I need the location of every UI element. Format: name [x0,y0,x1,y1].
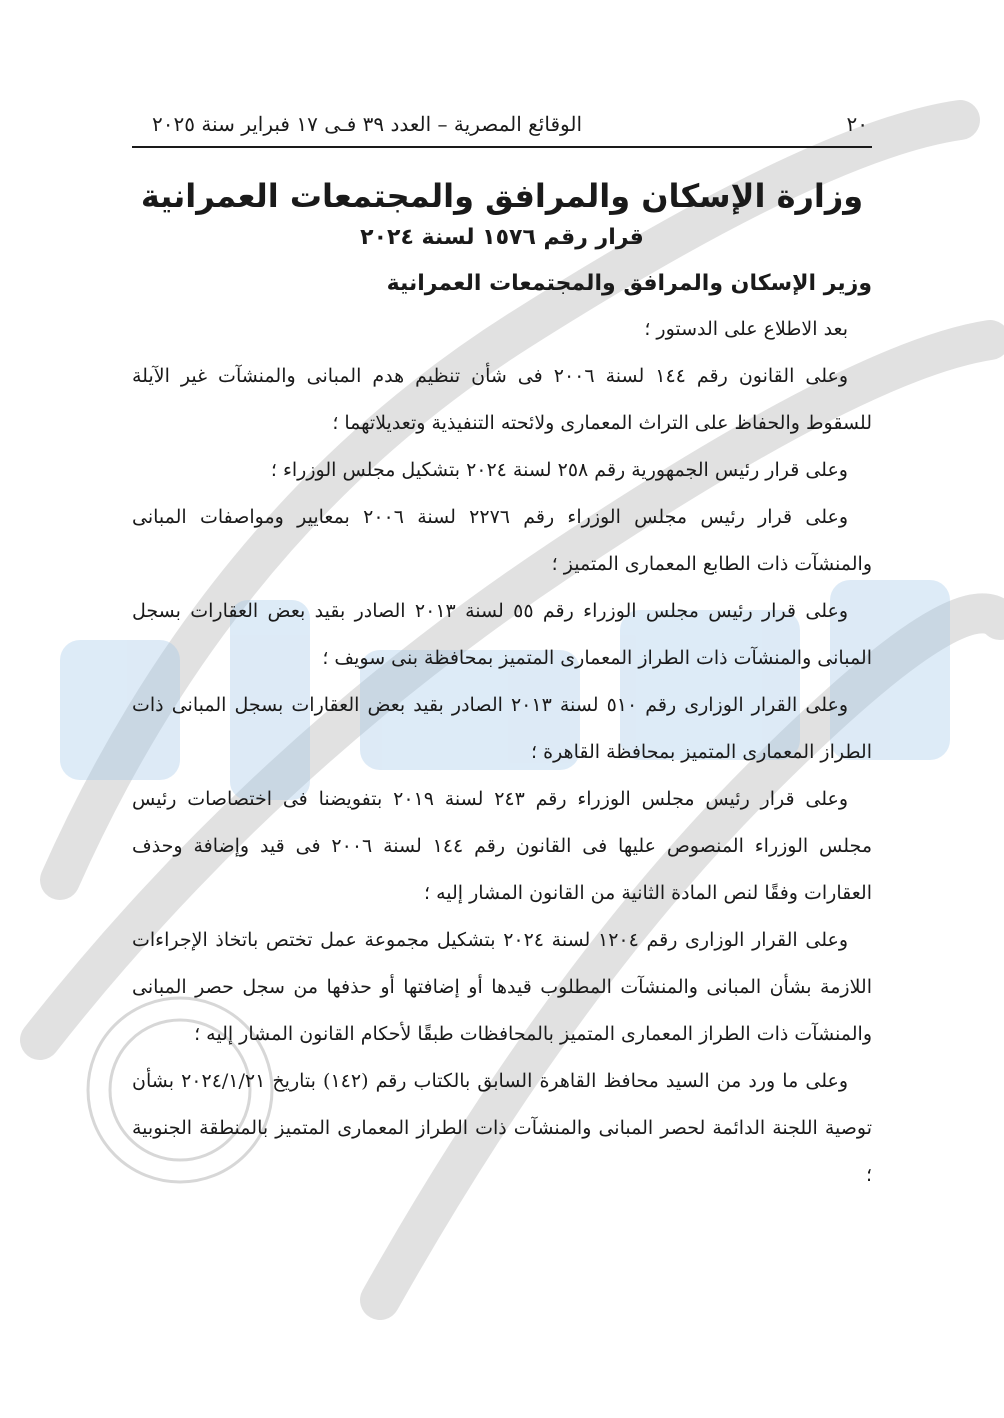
preamble-paragraph: وعلى القرار الوزارى رقم ٥١٠ لسنة ٢٠١٣ الصادر بقيد بعض العقارات بسجل المبانى ذات الطراز المعمارى المتميز بمحافظة القاهرة ؛ [132,694,872,763]
preamble-paragraph: وعلى ما ورد من السيد محافظ القاهرة السابق بالكتاب رقم (١٤٢) بتاريخ ٢٠٢٤/١/٢١ بشأن توصية اللجنة الدائمة لحصر المبانى والمنشآت ذات الطراز المعمارى المتميز بالمنطقة الجنوبية ؛ [132,1070,872,1186]
decree-title: قرار رقم ١٥٧٦ لسنة ٢٠٢٤ [360,225,644,250]
decree-body [132,306,872,1199]
page-number: ٢٠ [846,112,868,136]
document-page [132,112,872,1199]
running-header [132,112,872,148]
ministry-title: وزارة الإسكان والمرافق والمجتمعات العمرانية [140,177,864,215]
preamble-paragraph: وعلى قرار رئيس مجلس الوزراء رقم ٥٥ لسنة ٢٠١٣ الصادر بقيد بعض العقارات بسجل المبانى والمنشآت ذات الطراز المعمارى المتميز بمحافظة بنى سويف ؛ [132,600,872,669]
preamble-paragraph: وعلى قرار رئيس مجلس الوزراء رقم ٢٢٧٦ لسنة ٢٠٠٦ بمعايير ومواصفات المبانى والمنشآت ذات الطابع المعمارى المتميز ؛ [132,506,872,575]
preamble-paragraph: وعلى قرار رئيس مجلس الوزراء رقم ٢٤٣ لسنة ٢٠١٩ بتفويضنا فى اختصاصات رئيس مجلس الوزراء المنصوص عليها فى القانون رقم ١٤٤ لسنة ٢٠٠٦ فى قيد وإضافة وحذف العقارات وفقًا لنص المادة الثانية من القانون المشار إليه ؛ [132,788,872,904]
running-title: الوقائع المصرية – العدد ٣٩ فـى ١٧ فبراير سنة ٢٠٢٥ [152,112,583,136]
preamble-paragraph: وعلى قرار رئيس الجمهورية رقم ٢٥٨ لسنة ٢٠٢٤ بتشكيل مجلس الوزراء ؛ [270,459,848,481]
preamble-paragraph: بعد الاطلاع على الدستور ؛ [644,318,848,340]
preamble-paragraph: وعلى القانون رقم ١٤٤ لسنة ٢٠٠٦ فى شأن تنظيم هدم المبانى والمنشآت غير الآيلة للسقوط والحفاظ على التراث المعمارى ولائحته التنفيذية وتعديلاتهما ؛ [132,365,872,434]
minister-line: وزير الإسكان والمرافق والمجتمعات العمرانية [386,271,872,296]
preamble-paragraph: وعلى القرار الوزارى رقم ١٢٠٤ لسنة ٢٠٢٤ بتشكيل مجموعة عمل تختص باتخاذ الإجراءات اللازمة بشأن المبانى والمنشآت المطلوب قيدها أو إضافتها أو حذفها من سجل حصر المبانى والمنشآت ذات الطراز المعمارى المتميز بالمحافظات طبقًا لأحكام القانون المشار إليه ؛ [132,929,872,1045]
